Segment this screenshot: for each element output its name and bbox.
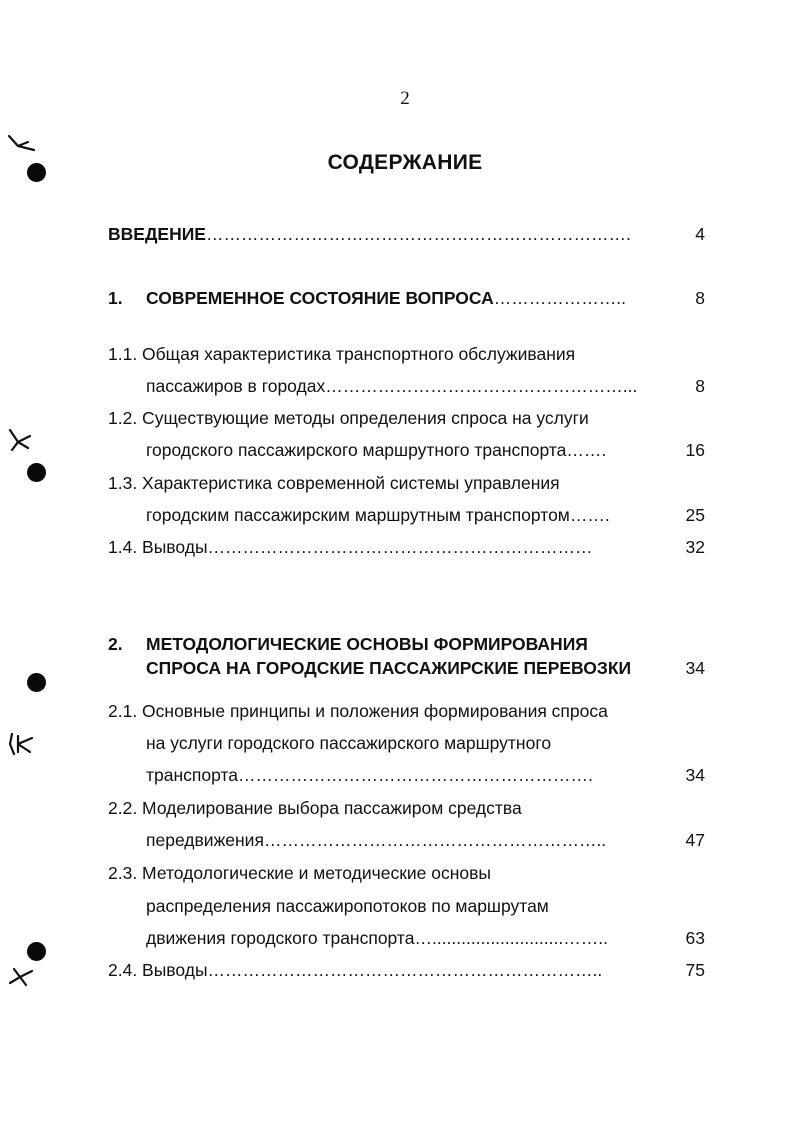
toc-entry-1-2-cont[interactable] xyxy=(146,438,606,462)
toc-entry-1-3-cont[interactable] xyxy=(146,503,610,527)
page-ref-chapter-2: 34 xyxy=(685,658,705,678)
entry-text: пассажиров в городах xyxy=(146,376,326,396)
page-ref-1-2: 16 xyxy=(685,440,705,460)
page-number: 2 xyxy=(400,88,410,109)
toc-entry-2-2-cont[interactable] xyxy=(146,828,606,852)
leader-dots: ………………………………………………….. xyxy=(263,830,607,850)
page-title: СОДЕРЖАНИЕ xyxy=(327,151,483,174)
toc-entry-2-3-cont2[interactable] xyxy=(146,926,608,950)
chapter-label: СОВРЕМЕННОЕ СОСТОЯНИЕ ВОПРОСА xyxy=(146,288,494,308)
page-ref-2-1: 34 xyxy=(685,765,705,785)
leader-dots: ………………………………………………………….. xyxy=(207,960,603,980)
intro-label: ВВЕДЕНИЕ xyxy=(108,224,206,244)
chapter-label: МЕТОДОЛОГИЧЕСКИЕ ОСНОВЫ ФОРМИРОВАНИЯ xyxy=(146,634,588,654)
entry-text: городским пассажирским маршрутным транспортом xyxy=(146,505,570,525)
punch-hole xyxy=(27,942,46,961)
leader-dots: ………………………………………………………… xyxy=(207,537,593,557)
toc-entry-1-1-cont[interactable] xyxy=(146,374,637,398)
punch-hole xyxy=(27,673,46,692)
punch-hole xyxy=(27,163,46,182)
leader-dots: ……. xyxy=(566,440,607,460)
toc-entry-2-4[interactable] xyxy=(108,958,602,982)
page-ref-chapter-1: 8 xyxy=(695,288,705,308)
toc-entry-2-1-cont2[interactable] xyxy=(146,763,593,787)
binder-mark-icon xyxy=(6,132,40,154)
page-ref-intro: 4 xyxy=(695,224,705,244)
toc-entry-intro[interactable] xyxy=(108,222,631,246)
entry-text: передвижения xyxy=(146,830,264,850)
entry-text: транспорта xyxy=(146,765,239,785)
toc-entry-chapter-1[interactable] xyxy=(108,286,626,310)
leader-dots: ……………………………………………………. xyxy=(238,765,593,785)
leader-dots: ……………………………………………... xyxy=(325,376,638,396)
entry-text: 1.4. Выводы xyxy=(108,537,208,557)
chapter-number: 1. xyxy=(108,288,123,308)
leader-dots: ………………………………………………………………. xyxy=(205,224,631,244)
binder-mark-icon xyxy=(6,965,36,989)
leader-dots: ……. xyxy=(569,505,610,525)
toc-entry-1-3[interactable]: 1.3. Характеристика современной системы управления xyxy=(108,473,560,493)
toc-entry-2-3-cont[interactable]: распределения пассажиропотоков по маршрутам xyxy=(146,896,549,916)
toc-entry-2-2[interactable]: 2.2. Моделирование выбора пассажиром средства xyxy=(108,798,522,818)
binder-mark-icon xyxy=(6,426,34,454)
toc-entry-1-4[interactable] xyxy=(108,535,593,559)
page-ref-2-4: 75 xyxy=(685,960,705,980)
punch-hole xyxy=(27,463,46,482)
entry-text: 2.4. Выводы xyxy=(108,960,208,980)
toc-entry-2-3[interactable]: 2.3. Методологические и методические основы xyxy=(108,863,491,883)
leader-dots: ………………….. xyxy=(493,288,626,308)
toc-entry-2-1-cont[interactable]: на услуги городского пассажирского маршрутного xyxy=(146,733,552,753)
toc-entry-chapter-2-cont[interactable]: СПРОСА НА ГОРОДСКИЕ ПАССАЖИРСКИЕ ПЕРЕВОЗКИ xyxy=(146,658,632,678)
toc-entry-2-1[interactable]: 2.1. Основные принципы и положения формирования спроса xyxy=(108,701,608,721)
binder-mark-icon xyxy=(6,730,36,758)
page-ref-1-4: 32 xyxy=(685,537,705,557)
leader-dots: …...........................…….. xyxy=(414,928,608,948)
toc-entry-1-1[interactable]: 1.1. Общая характеристика транспортного обслуживания xyxy=(108,344,576,364)
page-ref-2-3: 63 xyxy=(685,928,705,948)
entry-text: городского пассажирского маршрутного транспорта xyxy=(146,440,567,460)
page-ref-1-1: 8 xyxy=(695,376,705,396)
toc-entry-chapter-2[interactable] xyxy=(108,632,588,656)
toc-entry-1-2[interactable]: 1.2. Существующие методы определения спроса на услуги xyxy=(108,408,589,428)
chapter-number: 2. xyxy=(108,634,123,654)
page-ref-2-2: 47 xyxy=(685,830,705,850)
page-ref-1-3: 25 xyxy=(685,505,705,525)
entry-text: движения городского транспорта xyxy=(146,928,415,948)
